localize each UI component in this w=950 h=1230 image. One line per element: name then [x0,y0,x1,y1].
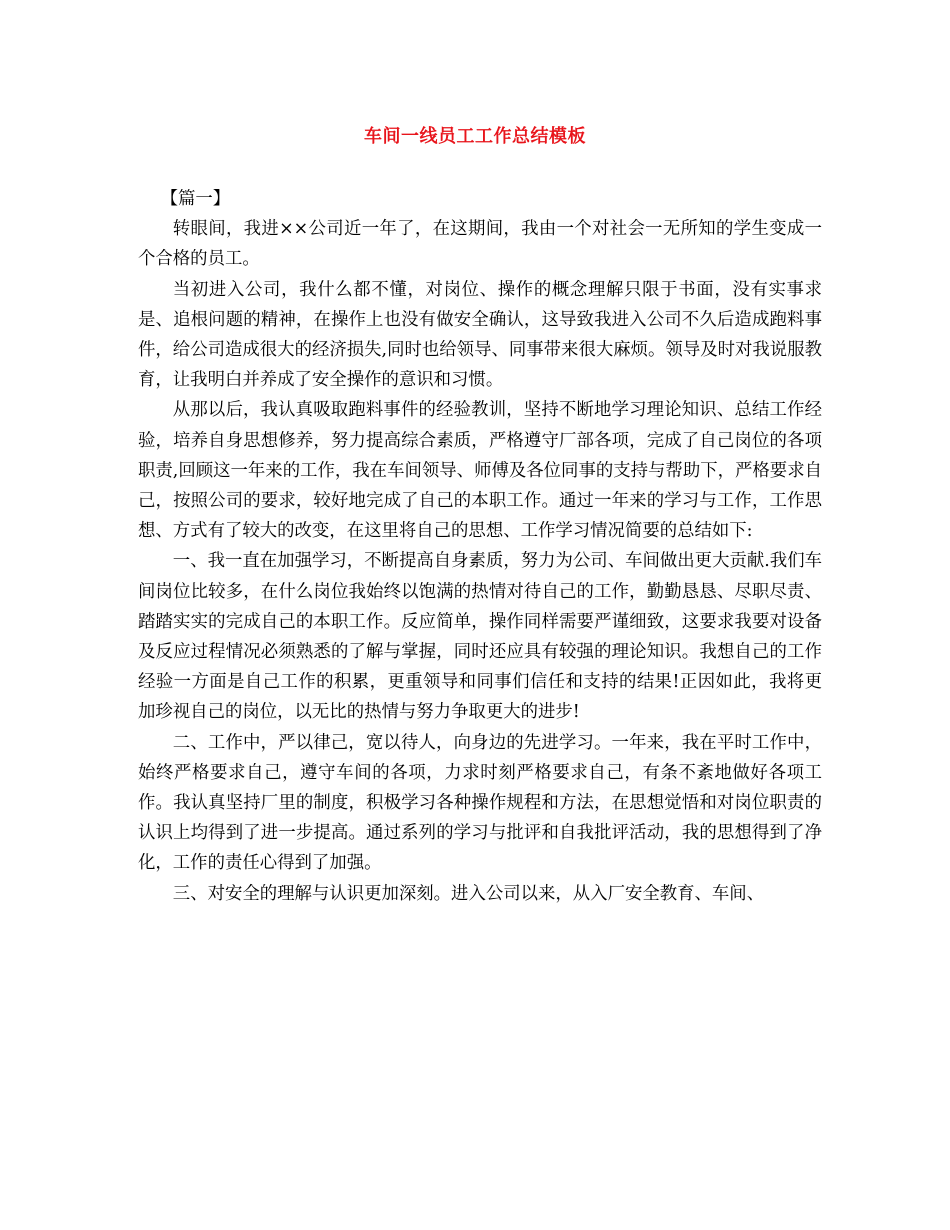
paragraph-point-three: 三、对安全的理解与认识更加深刻。进入公司以来，从入厂安全教育、车间、 [172,883,765,904]
paragraph-early-days: 当初进入公司，我什么都不懂，对岗位、操作的概念理解只限于书面，没有实事求是、追根问题的精神，在操作上也没有做安全确认，这导致我进入公司不久后造成跑料事件，给公司造成很大的经济损失,同时也给领导、同事带来很大麻烦。领导及时对我说服教育，让我明白并养成了安全操作的意识和习惯。 [138,279,822,391]
paragraph-point-one: 一、我一直在加强学习，不断提高自身素质，努力为公司、车间做出更大贡献.我们车间岗位比较多，在什么岗位我始终以饱满的热情对待自己的工作，勤勤恳恳、尽职尽责、踏踏实实的完成自己的本职工作。反应简单，操作同样需要严谨细致，这要求我要对设备及反应过程情况必须熟悉的了解与掌握，同时还应具有较强的理论知识。我想自己的工作经验一方面是自己工作的积累，更重领导和同事们信任和支持的结果!正因如此，我将更加珍视自己的岗位，以无比的热情与努力争取更大的进步! [138,551,822,723]
document-title: 车间一线员工工作总结模板 [364,126,586,147]
document-body [138,184,822,909]
paragraph-point-two: 二、工作中，严以律己，宽以待人，向身边的先进学习。一年来，我在平时工作中，始终严格要求自己，遵守车间的各项，力求时刻严格要求自己，有条不紊地做好各项工作。我认真坚持厂里的制度，积极学习各种操作规程和方法，在思想觉悟和对岗位职责的认识上均得到了进一步提高。通过系列的学习与批评和自我批评活动，我的思想得到了净化，工作的责任心得到了加强。 [138,732,822,874]
paragraph-intro: 转眼间，我进××公司近一年了，在这期间，我由一个对社会一无所知的学生变成一个合格的员工。 [138,219,822,270]
paragraph-lessons-learned: 从那以后，我认真吸取跑料事件的经验教训，坚持不断地学习理论知识、总结工作经验，培养自身思想修养，努力提高综合素质，严格遵守厂部各项，完成了自己岗位的各项职责,回顾这一年来的工作，我在车间领导、师傅及各位同事的支持与帮助下，严格要求自己，按照公司的要求，较好地完成了自己的本职工作。通过一年来的学习与工作，工作思想、方式有了较大的改变，在这里将自己的思想、工作学习情况简要的总结如下: [138,400,822,542]
section-label: 【篇一】 [160,189,231,209]
